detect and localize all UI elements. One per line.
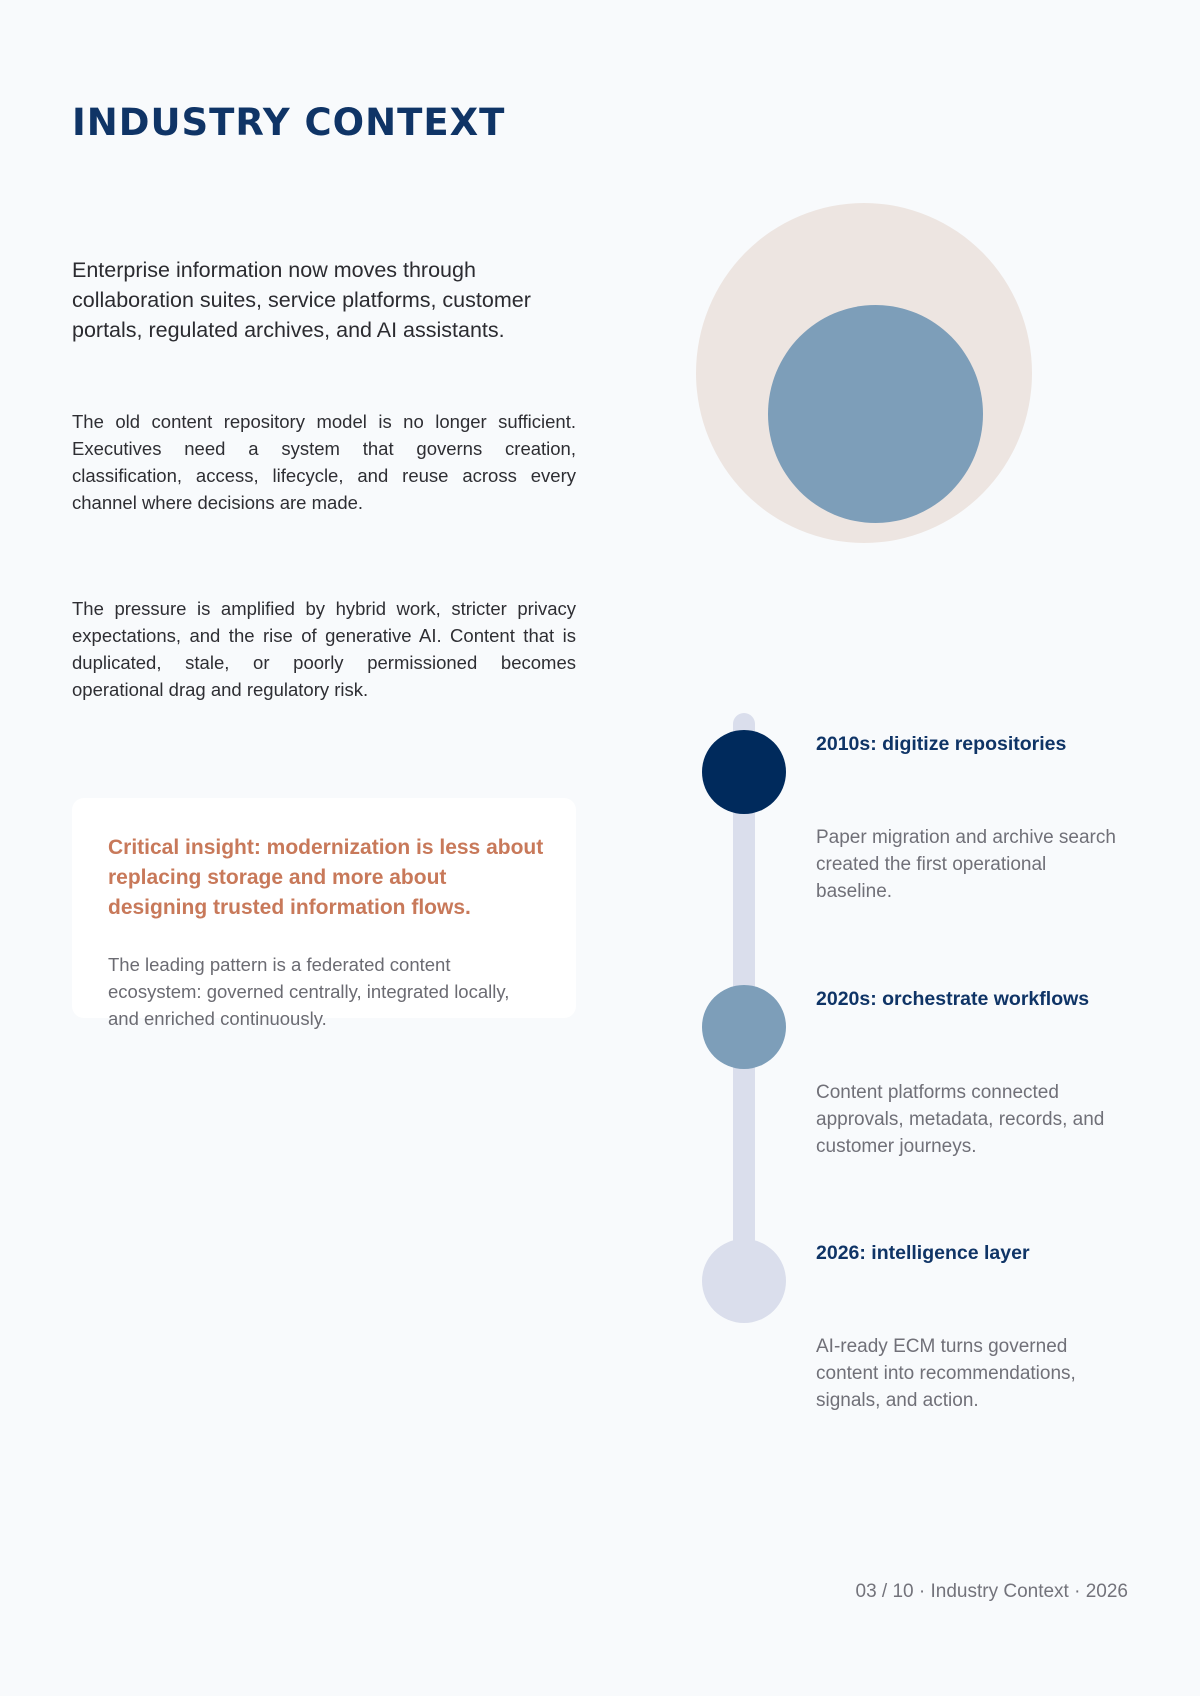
page-footer: 03 / 10 · Industry Context · 2026 (855, 1581, 1128, 1602)
milestone-description-2026: AI-ready ECM turns governed content into recommendations, signals, and action. (816, 1336, 1076, 1411)
timeline-dot-2026 (702, 1239, 786, 1323)
page-title: INDUSTRY CONTEXT (72, 101, 506, 144)
milestone-title-2020s: 2020s: orchestrate workflows (816, 988, 1090, 1010)
lead-paragraph: Enterprise information now moves through collaboration suites, service platforms, customer portals, regulated archives, and AI assistants. (72, 258, 531, 342)
milestone-description-2020s: Content platforms connected approvals, metadata, records, and customer journeys. (816, 1082, 1105, 1157)
milestone-title-2010s: 2010s: digitize repositories (816, 733, 1067, 755)
body-paragraph-pressure: The pressure is amplified by hybrid work, stricter privacy expectations, and the rise of generative AI. Content that is duplicated, stale, or poorly permissioned becomes operational drag and regulatory risk. (72, 598, 576, 700)
insight-heading: Critical insight: modernization is less about replacing storage and more about designing trusted information flows. (108, 836, 544, 919)
insight-body: The leading pattern is a federated content ecosystem: governed centrally, integrated locally, and enriched continuously. (108, 954, 510, 1029)
decorative-circle-inner (768, 305, 983, 523)
timeline-dot-2010s (702, 730, 786, 814)
milestone-description-2010s: Paper migration and archive search created the first operational baseline. (816, 827, 1116, 902)
body-paragraph-repository: The old content repository model is no longer sufficient. Executives need a system that governs creation, classification, access, lifecycle, and reuse across every channel where decisions are made. (72, 411, 576, 513)
timeline-dot-2020s (702, 985, 786, 1069)
milestone-title-2026: 2026: intelligence layer (816, 1242, 1030, 1264)
